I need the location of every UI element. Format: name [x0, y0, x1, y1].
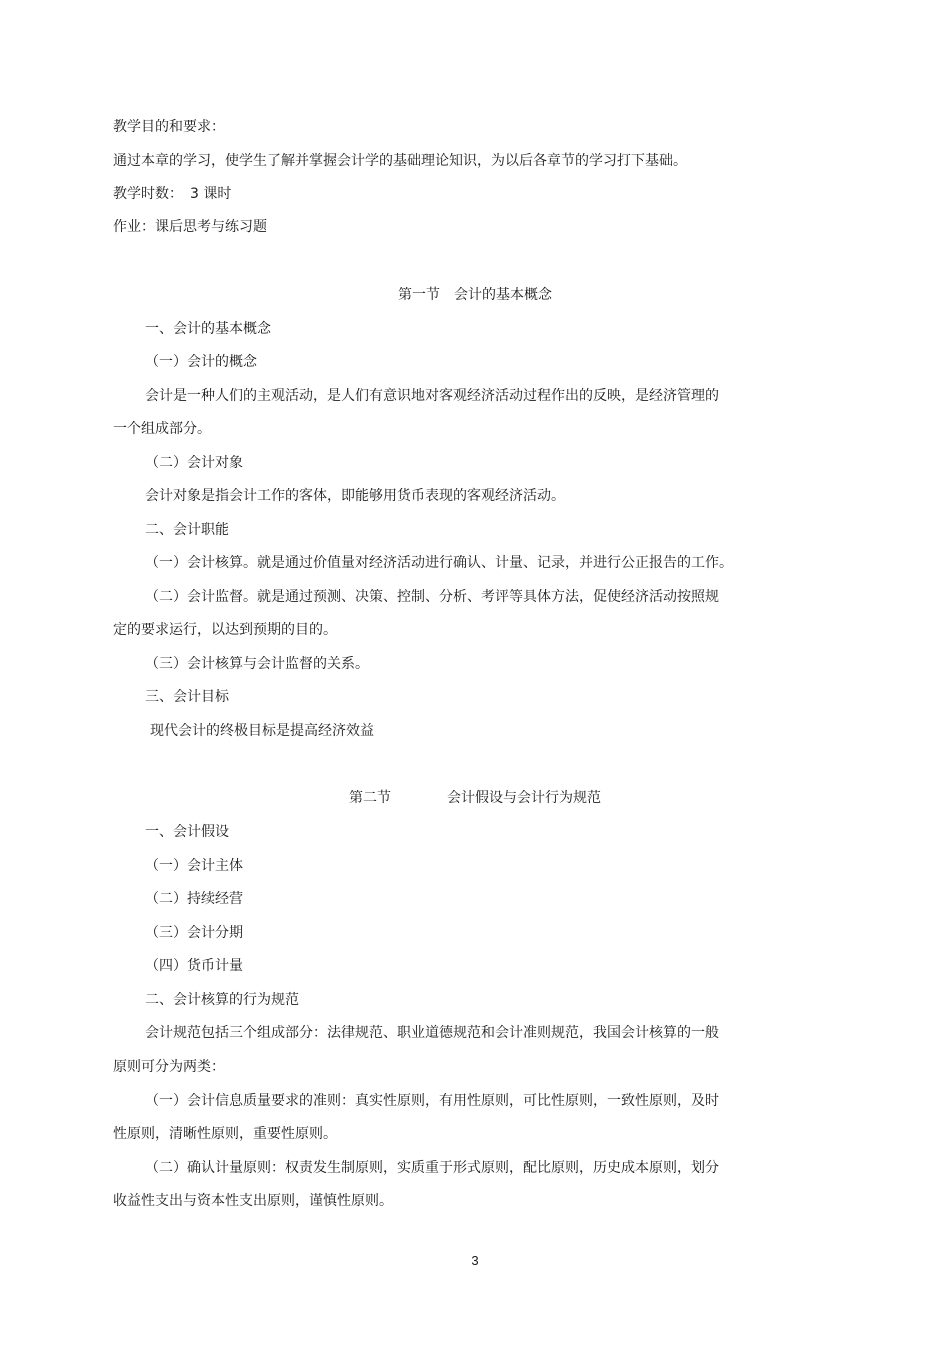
- heading-accounting-basic-concept: 一、会计的基本概念: [145, 321, 271, 337]
- section-1-heading: [0, 286, 950, 304]
- paragraph-line: 现代会计的终极目标是提高经济效益: [150, 723, 374, 739]
- list-item: （三）会计分期: [145, 925, 243, 941]
- heading-accounting-objective: 三、会计目标: [145, 689, 229, 705]
- objective-title: 教学目的和要求：: [113, 119, 225, 135]
- paragraph-line: 会计是一种人们的主观活动，是人们有意识地对客观经济活动过程作出的反映，是经济管理的: [145, 388, 719, 404]
- section-2-number: 第二节: [349, 790, 391, 806]
- paragraph-line: 性原则，清晰性原则，重要性原则。: [113, 1126, 337, 1142]
- paragraph-line: （二）会计监督。就是通过预测、决策、控制、分析、考评等具体方法，促使经济活动按照规: [145, 589, 719, 605]
- paragraph-line: 会计对象是指会计工作的客体，即能够用货币表现的客观经济活动。: [145, 488, 565, 504]
- section-1-number: 第一节: [398, 287, 440, 303]
- section-1-title: 会计的基本概念: [454, 287, 552, 303]
- paragraph-line: 原则可分为两类：: [113, 1059, 225, 1075]
- objective-text: 通过本章的学习，使学生了解并掌握会计学的基础理论知识，为以后各章节的学习打下基础。: [113, 153, 687, 169]
- section-2-title: 会计假设与会计行为规范: [447, 790, 601, 806]
- homework: 作业：课后思考与练习题: [113, 219, 267, 235]
- section-2-heading: [0, 789, 950, 807]
- paragraph-line: 会计规范包括三个组成部分：法律规范、职业道德规范和会计准则规范，我国会计核算的一般: [145, 1025, 719, 1041]
- paragraph-line: 收益性支出与资本性支出原则，谨慎性原则。: [113, 1193, 393, 1209]
- subheading-accounting-concept: （一）会计的概念: [145, 354, 257, 370]
- subheading-accounting-object: （二）会计对象: [145, 455, 243, 471]
- heading-accounting-assumptions: 一、会计假设: [145, 824, 229, 840]
- list-item: （四）货币计量: [145, 958, 243, 974]
- list-item: （二）持续经营: [145, 891, 243, 907]
- teaching-hours: 教学时数： 3 课时: [113, 186, 232, 202]
- paragraph-line: 定的要求运行，以达到预期的目的。: [113, 622, 337, 638]
- paragraph-line: （一）会计核算。就是通过价值量对经济活动进行确认、计量、记录，并进行公正报告的工作。: [145, 555, 733, 571]
- paragraph-line: （三）会计核算与会计监督的关系。: [145, 656, 369, 672]
- page-number: 3: [471, 1253, 479, 1268]
- list-item: （一）会计主体: [145, 858, 243, 874]
- heading-accounting-norms: 二、会计核算的行为规范: [145, 992, 299, 1008]
- paragraph-line: 一个组成部分。: [113, 421, 211, 437]
- heading-accounting-functions: 二、会计职能: [145, 522, 229, 538]
- paragraph-line: （二）确认计量原则：权责发生制原则，实质重于形式原则，配比原则，历史成本原则，划分: [145, 1160, 719, 1176]
- paragraph-line: （一）会计信息质量要求的准则：真实性原则，有用性原则，可比性原则，一致性原则，及时: [145, 1093, 719, 1109]
